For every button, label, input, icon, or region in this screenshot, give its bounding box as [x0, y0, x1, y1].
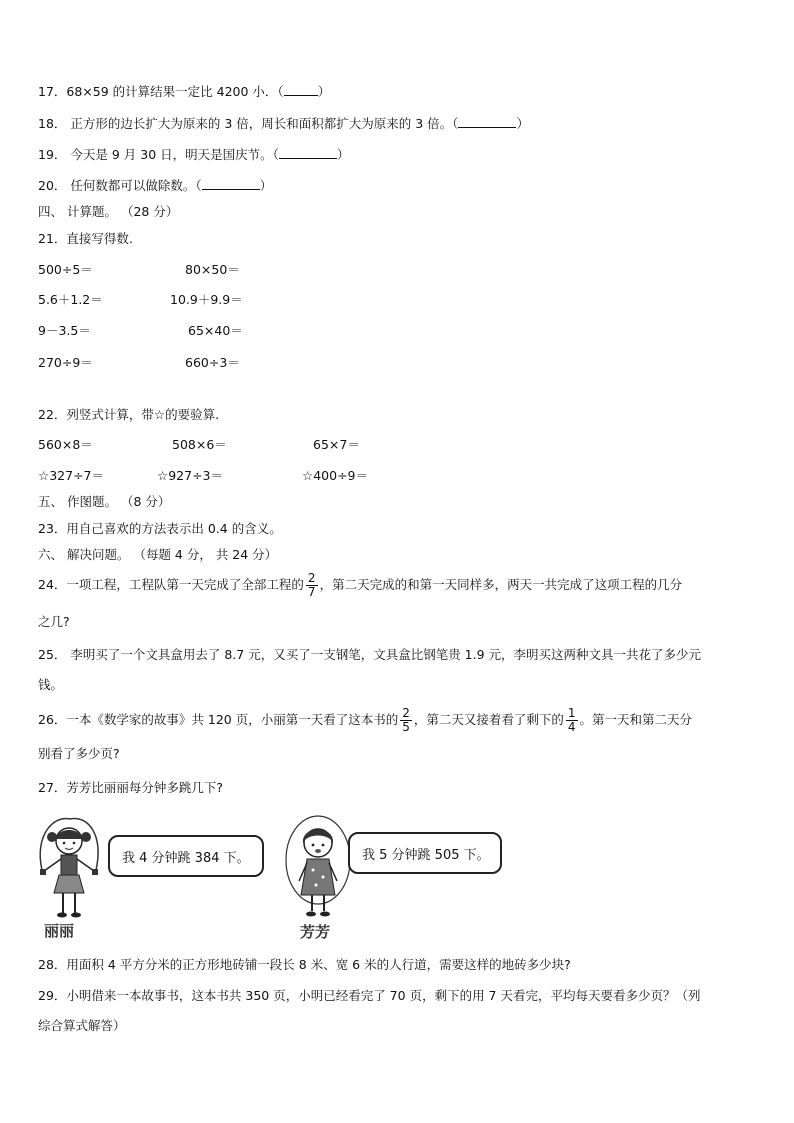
- answer-blank[interactable]: [284, 82, 318, 96]
- question-25-line2: 钱。: [38, 677, 64, 692]
- calc-item: 65×40＝: [188, 323, 243, 338]
- calc-item: 9－3.5＝: [38, 323, 91, 338]
- question-26: 26．一本《数学家的故事》共 120 页，小丽第一天看了这本书的 $\frac{2}{5}$ ，第二天又接着看了剩下的 $\frac{1}{4}$ 。第一天和第二天分: [38, 706, 693, 734]
- question-20: 20． 任何数都可以做除数。（ ）: [38, 178, 273, 193]
- calc-item: 80×50＝: [185, 262, 240, 277]
- speech-bubble-fangfang: 我 5 分钟跳 505 下。: [348, 832, 502, 874]
- question-28: 28．用面积 4 平方分米的正方形地砖铺一段长 8 米、宽 6 米的人行道，需要这样的地砖多少块?: [38, 957, 571, 972]
- question-18: 18． 正方形的边长扩大为原来的 3 倍，周长和面积都扩大为原来的 3 倍。（ ）: [38, 116, 529, 131]
- answer-blank[interactable]: [279, 145, 337, 159]
- girl-standing-illustration: [283, 815, 353, 920]
- question-25: 25． 李明买了一个文具盒用去了 8.7 元，又买了一支钢笔，文具盒比钢笔贵 1.9 元，李明买这两种文具一共花了多少元: [38, 647, 702, 662]
- calc-item: 508×6＝: [172, 437, 227, 452]
- question-26-line2: 别看了多少页?: [38, 746, 120, 761]
- calc-item: 560×8＝: [38, 437, 93, 452]
- calc-item: 65×7＝: [313, 437, 360, 452]
- question-23: 23．用自己喜欢的方法表示出 0.4 的含义。: [38, 521, 282, 536]
- calc-item: ☆400÷9＝: [302, 468, 368, 483]
- calc-item: 500÷5＝: [38, 262, 93, 277]
- name-label-lili: 丽丽: [44, 922, 75, 940]
- section-6-title: 六、 解决问题。 （每题 4 分， 共 24 分）: [38, 547, 278, 562]
- question-19: 19． 今天是 9 月 30 日，明天是国庆节。（ ）: [38, 147, 350, 162]
- calc-item: 10.9＋9.9＝: [170, 292, 243, 307]
- fraction: $\frac{2}{7}$: [307, 571, 316, 599]
- fraction: $\frac{2}{5}$: [402, 706, 410, 734]
- calc-item: 5.6＋1.2＝: [38, 292, 103, 307]
- calc-item: ☆927÷3＝: [157, 468, 223, 483]
- section-5-title: 五、 作图题。 （8 分）: [38, 494, 171, 509]
- question-22: 22．列竖式计算，带☆的要验算.: [38, 407, 220, 422]
- answer-blank[interactable]: [458, 114, 516, 128]
- calc-item: 660÷3＝: [185, 355, 240, 370]
- question-27: 27．芳芳比丽丽每分钟多跳几下?: [38, 780, 224, 795]
- question-29-line2: 综合算式解答）: [38, 1018, 126, 1033]
- name-label-fangfang: 芳芳: [300, 923, 331, 941]
- answer-blank[interactable]: [202, 176, 260, 190]
- calc-item: 270÷9＝: [38, 355, 93, 370]
- section-4-title: 四、 计算题。 （28 分）: [38, 204, 179, 219]
- speech-bubble-lili: 我 4 分钟跳 384 下。: [108, 835, 264, 877]
- fraction: $\frac{1}{4}$: [567, 706, 576, 734]
- question-24: 24．一项工程，工程队第一天完成了全部工程的 $\frac{2}{7}$ ，第二天完成的和第一天同样多，两天一共完成了这项工程的几分: [38, 571, 683, 599]
- question-21: 21．直接写得数.: [38, 231, 133, 246]
- question-29: 29．小明借来一本故事书，这本书共 350 页，小明已经看完了 70 页，剩下的用 7 天看完，平均每天要看多少页？（列: [38, 988, 701, 1003]
- question-17: 17．68×59 的计算结果一定比 4200 小．（ ）: [38, 84, 331, 99]
- girl-jumping-rope-illustration: [34, 815, 104, 920]
- question-24-line2: 之几?: [38, 614, 70, 629]
- calc-item: ☆327÷7＝: [38, 468, 104, 483]
